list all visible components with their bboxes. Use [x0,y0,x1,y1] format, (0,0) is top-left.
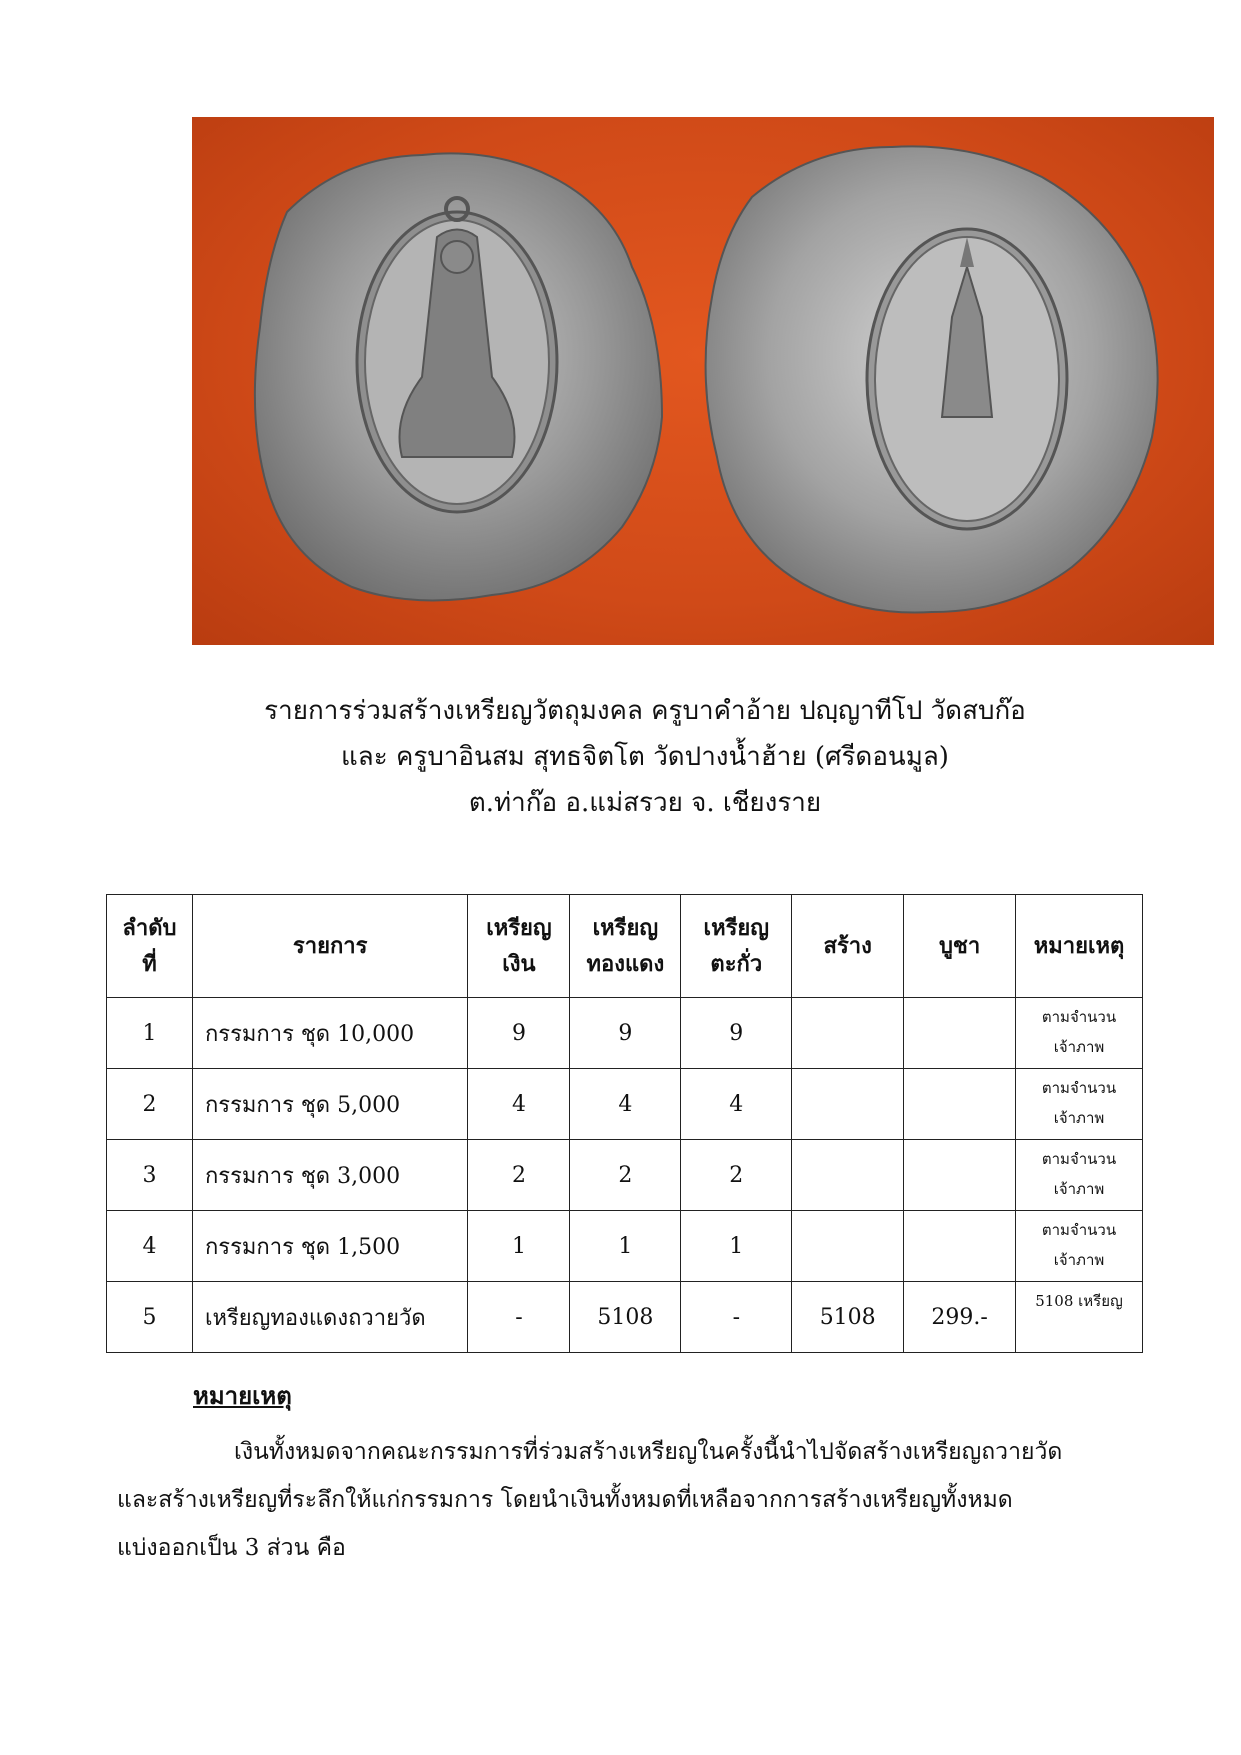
cell-lead: - [681,1282,792,1353]
note-body [117,1428,1137,1572]
cell-remark [1016,1211,1143,1282]
header-made: สร้าง [792,895,904,998]
remark-line2: เจ้าภาพ [1053,1180,1105,1198]
table-row [107,998,1143,1069]
cell-lead: 9 [681,998,792,1069]
cell-lead: 2 [681,1140,792,1211]
donation-table [106,894,1143,1353]
medal-photo [192,117,1214,645]
page-heading [150,688,1140,826]
cell-item: กรรมการ ชุด 1,500 [192,1211,468,1282]
cell-price [904,1211,1016,1282]
table-row [107,1069,1143,1140]
cell-silver: 4 [468,1069,570,1140]
heading-line-3: ต.ท่าก๊อ อ.แม่สรวย จ. เชียงราย [468,788,822,818]
cell-price [904,998,1016,1069]
cell-silver: - [468,1282,570,1353]
cell-made [792,998,904,1069]
cell-no: 3 [107,1140,193,1211]
cell-made [792,1069,904,1140]
remark-line2: เจ้าภาพ [1053,1038,1105,1056]
header-no [107,895,193,998]
header-price: บูชา [904,895,1016,998]
cell-price [904,1140,1016,1211]
note-line-1: เงินทั้งหมดจากคณะกรรมการที่ร่วมสร้างเหรียญในครั้งนี้นำไปจัดสร้างเหรียญถวายวัด [117,1439,1063,1465]
header-remark: หมายเหตุ [1016,895,1143,998]
cell-silver: 9 [468,998,570,1069]
cell-item: เหรียญทองแดงถวายวัด [192,1282,468,1353]
cell-no: 1 [107,998,193,1069]
note-line-2: และสร้างเหรียญที่ระลึกให้แก่กรรมการ โดยนำเงินทั้งหมดที่เหลือจากการสร้างเหรียญทั้งหมด [117,1487,1013,1513]
header-no-line2: ที่ [142,951,157,977]
remark-line1: ตามจำนวน [1041,1079,1117,1097]
cell-remark [1016,1069,1143,1140]
remark-line1: ตามจำนวน [1041,1008,1117,1026]
cell-copper: 9 [570,998,681,1069]
cell-remark [1016,998,1143,1069]
remark-line1: ตามจำนวน [1041,1221,1117,1239]
cell-silver: 2 [468,1140,570,1211]
cell-made: 5108 [792,1282,904,1353]
cell-remark [1016,1140,1143,1211]
cell-item: กรรมการ ชุด 3,000 [192,1140,468,1211]
note-title: หมายเหตุ [193,1381,292,1410]
cell-made [792,1140,904,1211]
header-lead-line1: เหรียญ [703,915,770,941]
medal-back-icon [706,146,1158,612]
table-row [107,1140,1143,1211]
header-silver-line1: เหรียญ [486,915,552,941]
heading-line-2: และ ครูบาอินสม สุทธจิตโต วัดปางน้ำฮ้าย (ศรีดอนมูล) [341,742,949,772]
cell-no: 4 [107,1211,193,1282]
cell-made [792,1211,904,1282]
header-lead [681,895,792,998]
cell-remark [1016,1282,1143,1353]
cell-copper: 1 [570,1211,681,1282]
header-copper-line1: เหรียญ [592,915,659,941]
header-silver [468,895,570,998]
header-copper-line2: ทองแดง [586,951,665,977]
remark-line1: ตามจำนวน [1041,1150,1117,1168]
remark-line1: 5108 เหรียญ [1035,1292,1123,1310]
table-row [107,1211,1143,1282]
medal-photo-drawing [192,117,1214,645]
table-header-row [107,895,1143,998]
table-row [107,1282,1143,1353]
cell-item: กรรมการ ชุด 5,000 [192,1069,468,1140]
cell-item: กรรมการ ชุด 10,000 [192,998,468,1069]
cell-lead: 4 [681,1069,792,1140]
cell-lead: 1 [681,1211,792,1282]
cell-price: 299.- [904,1282,1016,1353]
remark-line2: เจ้าภาพ [1053,1251,1105,1269]
remark-line2: เจ้าภาพ [1053,1109,1105,1127]
header-copper [570,895,681,998]
header-lead-line2: ตะกั่ว [710,951,763,977]
cell-copper: 4 [570,1069,681,1140]
cell-price [904,1069,1016,1140]
cell-no: 5 [107,1282,193,1353]
cell-copper: 2 [570,1140,681,1211]
cell-no: 2 [107,1069,193,1140]
header-silver-line2: เงิน [502,951,536,977]
heading-line-1: รายการร่วมสร้างเหรียญวัตถุมงคล ครูบาคำอ้าย ปญฺญาทีโป วัดสบก๊อ [264,696,1026,726]
medal-front-icon [255,153,662,600]
cell-copper: 5108 [570,1282,681,1353]
cell-silver: 1 [468,1211,570,1282]
note-line-3: แบ่งออกเป็น 3 ส่วน คือ [117,1535,346,1561]
header-no-line1: ลำดับ [122,915,177,941]
header-item: รายการ [192,895,468,998]
